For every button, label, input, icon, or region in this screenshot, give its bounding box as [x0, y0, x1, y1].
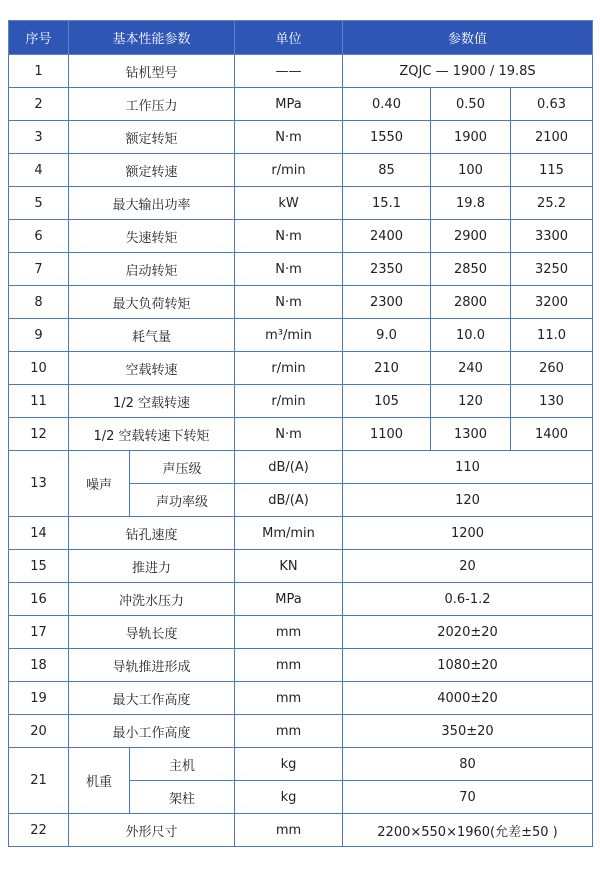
header-value: 参数值: [343, 21, 593, 55]
param-value: 1550: [343, 121, 431, 154]
unit: mm: [235, 682, 343, 715]
param-value: 110: [343, 451, 593, 484]
unit: KN: [235, 550, 343, 583]
table-row: [9, 814, 593, 847]
param-value: 85: [343, 154, 431, 187]
param-value: 0.40: [343, 88, 431, 121]
param-value: 0.50: [431, 88, 511, 121]
row-number: 16: [9, 583, 69, 616]
table-row: [9, 88, 593, 121]
param-name: 主机: [130, 748, 235, 781]
table-row: [9, 583, 593, 616]
param-name: 耗气量: [69, 319, 235, 352]
param-value: 2400: [343, 220, 431, 253]
header-no: 序号: [9, 21, 69, 55]
param-value: 350±20: [343, 715, 593, 748]
param-value: 105: [343, 385, 431, 418]
row-number: 8: [9, 286, 69, 319]
group-name: 噪声: [69, 451, 130, 517]
param-value: 4000±20: [343, 682, 593, 715]
row-number: 10: [9, 352, 69, 385]
param-name: 空载转速: [69, 352, 235, 385]
param-name: 启动转矩: [69, 253, 235, 286]
param-value: 240: [431, 352, 511, 385]
param-value: 100: [431, 154, 511, 187]
unit: dB/(A): [235, 484, 343, 517]
unit: N·m: [235, 286, 343, 319]
param-value: 0.63: [511, 88, 593, 121]
header-param: 基本性能参数: [69, 21, 235, 55]
table-row: [9, 385, 593, 418]
param-value: 120: [343, 484, 593, 517]
row-number: 21: [9, 748, 69, 814]
unit: Mm/min: [235, 517, 343, 550]
row-number: 5: [9, 187, 69, 220]
param-value: 1200: [343, 517, 593, 550]
row-number: 4: [9, 154, 69, 187]
param-name: 导轨长度: [69, 616, 235, 649]
param-value: 11.0: [511, 319, 593, 352]
table-body: [9, 55, 593, 847]
param-value: 120: [431, 385, 511, 418]
param-name: 失速转矩: [69, 220, 235, 253]
param-name: 最大输出功率: [69, 187, 235, 220]
param-value: 25.2: [511, 187, 593, 220]
unit: dB/(A): [235, 451, 343, 484]
param-value: 0.6-1.2: [343, 583, 593, 616]
table-row: [9, 154, 593, 187]
param-value: 260: [511, 352, 593, 385]
unit: kg: [235, 748, 343, 781]
unit: MPa: [235, 583, 343, 616]
param-value: 2020±20: [343, 616, 593, 649]
param-value: 1400: [511, 418, 593, 451]
param-name: 最小工作高度: [69, 715, 235, 748]
unit: mm: [235, 616, 343, 649]
table-row: [9, 418, 593, 451]
param-value: 2100: [511, 121, 593, 154]
row-number: 17: [9, 616, 69, 649]
table-row: [9, 649, 593, 682]
param-name: 声功率级: [130, 484, 235, 517]
unit: r/min: [235, 385, 343, 418]
unit: r/min: [235, 154, 343, 187]
param-value: 3200: [511, 286, 593, 319]
param-value: 3300: [511, 220, 593, 253]
param-name: 推进力: [69, 550, 235, 583]
table-row: [9, 55, 593, 88]
param-value: 2300: [343, 286, 431, 319]
unit: m³/min: [235, 319, 343, 352]
param-name: 架柱: [130, 781, 235, 814]
row-number: 9: [9, 319, 69, 352]
spec-table: [8, 20, 593, 847]
param-value: 20: [343, 550, 593, 583]
table-row: [9, 220, 593, 253]
param-name: 额定转矩: [69, 121, 235, 154]
param-name: 工作压力: [69, 88, 235, 121]
param-value: 2900: [431, 220, 511, 253]
group-name: 机重: [69, 748, 130, 814]
param-name: 钻机型号: [69, 55, 235, 88]
table-row: [9, 286, 593, 319]
row-number: 18: [9, 649, 69, 682]
param-name: 声压级: [130, 451, 235, 484]
param-value: 2200×550×1960(允差±50 ): [343, 814, 593, 847]
row-number: 19: [9, 682, 69, 715]
table-row: [9, 319, 593, 352]
row-number: 15: [9, 550, 69, 583]
unit: r/min: [235, 352, 343, 385]
param-name: 额定转速: [69, 154, 235, 187]
unit: kg: [235, 781, 343, 814]
param-value: 130: [511, 385, 593, 418]
unit: mm: [235, 715, 343, 748]
table-row: [9, 616, 593, 649]
param-value: 70: [343, 781, 593, 814]
table-row: [9, 517, 593, 550]
param-name: 1/2 空载转速: [69, 385, 235, 418]
table-row: [9, 187, 593, 220]
param-name: 导轨推进形成: [69, 649, 235, 682]
row-number: 20: [9, 715, 69, 748]
param-value: 1300: [431, 418, 511, 451]
param-value: 2800: [431, 286, 511, 319]
table-row: [9, 748, 593, 781]
row-number: 12: [9, 418, 69, 451]
param-name: 最大负荷转矩: [69, 286, 235, 319]
unit: N·m: [235, 253, 343, 286]
param-value: 80: [343, 748, 593, 781]
table-row: [9, 682, 593, 715]
row-number: 22: [9, 814, 69, 847]
unit: MPa: [235, 88, 343, 121]
row-number: 14: [9, 517, 69, 550]
param-name: 1/2 空载转速下转矩: [69, 418, 235, 451]
header-row: [9, 21, 593, 55]
unit: ——: [235, 55, 343, 88]
table-row: [9, 121, 593, 154]
param-value: 210: [343, 352, 431, 385]
param-value: 115: [511, 154, 593, 187]
row-number: 1: [9, 55, 69, 88]
row-number: 11: [9, 385, 69, 418]
header-unit: 单位: [235, 21, 343, 55]
row-number: 6: [9, 220, 69, 253]
param-name: 钻孔速度: [69, 517, 235, 550]
param-value: 3250: [511, 253, 593, 286]
table-row: [9, 550, 593, 583]
param-value: 1100: [343, 418, 431, 451]
param-value: ZQJC — 1900 / 19.8S: [343, 55, 593, 88]
param-value: 15.1: [343, 187, 431, 220]
table-row: [9, 352, 593, 385]
param-value: 10.0: [431, 319, 511, 352]
row-number: 2: [9, 88, 69, 121]
table-row: [9, 451, 593, 484]
param-value: 1900: [431, 121, 511, 154]
unit: mm: [235, 814, 343, 847]
row-number: 7: [9, 253, 69, 286]
row-number: 3: [9, 121, 69, 154]
unit: kW: [235, 187, 343, 220]
unit: N·m: [235, 220, 343, 253]
unit: N·m: [235, 121, 343, 154]
param-value: 2850: [431, 253, 511, 286]
unit: N·m: [235, 418, 343, 451]
param-value: 19.8: [431, 187, 511, 220]
param-name: 外形尺寸: [69, 814, 235, 847]
table-row: [9, 715, 593, 748]
param-name: 最大工作高度: [69, 682, 235, 715]
param-name: 冲洗水压力: [69, 583, 235, 616]
table-row: [9, 253, 593, 286]
param-value: 9.0: [343, 319, 431, 352]
param-value: 2350: [343, 253, 431, 286]
row-number: 13: [9, 451, 69, 517]
param-value: 1080±20: [343, 649, 593, 682]
unit: mm: [235, 649, 343, 682]
